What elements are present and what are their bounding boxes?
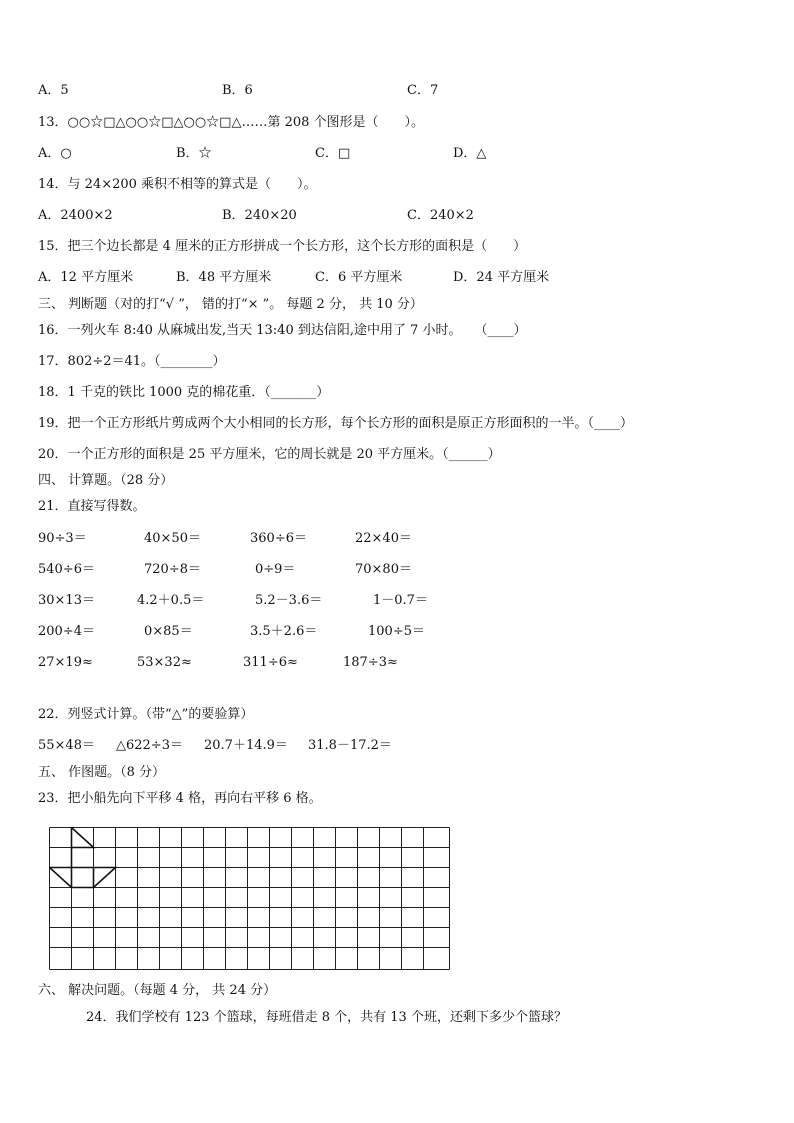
q16-statement: 16．一列火车 8:40 从麻城出发,当天 13:40 到达信阳,途中用了 7 小时。 （____） xyxy=(38,323,527,338)
q21-item: 311÷6≈ xyxy=(243,655,298,670)
q18-statement: 18．1 千克的铁比 1000 克的棉花重．（_______） xyxy=(38,385,330,400)
drawing-grid xyxy=(49,827,451,975)
q21-item: 40×50＝ xyxy=(144,531,201,546)
q21-title: 21．直接写得数。 xyxy=(38,499,146,514)
q21-item: 540÷6＝ xyxy=(38,562,95,577)
q22-item: 20.7＋14.9＝ xyxy=(204,738,288,753)
q13-option-d: D．△ xyxy=(453,146,487,161)
section-3-heading: 三、 判断题（对的打“√ ”， 错的打“× ”。 每题 2 分， 共 10 分） xyxy=(38,297,423,312)
q21-item: 4.2＋0.5＝ xyxy=(137,593,205,608)
q13-option-c: C．□ xyxy=(315,146,351,161)
section-6-heading: 六、 解决问题。（每题 4 分， 共 24 分） xyxy=(38,983,277,998)
q13-option-a: A．○ xyxy=(38,146,72,161)
q22-item: 31.8－17.2＝ xyxy=(308,738,392,753)
q21-item: 1－0.7＝ xyxy=(373,593,428,608)
q14-option-c: C．240×2 xyxy=(407,208,474,223)
grid-lines xyxy=(50,828,450,970)
q21-item: 187÷3≈ xyxy=(343,655,398,670)
q21-item: 0÷9＝ xyxy=(255,562,296,577)
q22-item: 55×48＝ xyxy=(38,738,95,753)
q20-statement: 20．一个正方形的面积是 25 平方厘米，它的周长就是 20 平方厘米。（______） xyxy=(38,447,501,462)
q23-prompt: 23．把小船先向下平移 4 格，再向右平移 6 格。 xyxy=(38,791,322,806)
q19-statement: 19．把一个正方形纸片剪成两个大小相同的长方形，每个长方形的面积是原正方形面积的一半。（____） xyxy=(38,416,634,431)
q21-item: 5.2－3.6＝ xyxy=(255,593,323,608)
q12-option-b: B．6 xyxy=(222,83,253,98)
q14-option-b: B．240×20 xyxy=(222,208,297,223)
q21-item: 720÷8＝ xyxy=(144,562,201,577)
q13-stem: 13．○○☆□△○○☆□△○○☆□△……第 208 个图形是（ ）。 xyxy=(38,115,425,130)
q21-item: 360÷6＝ xyxy=(250,531,307,546)
q21-item: 70×80＝ xyxy=(355,562,412,577)
q12-option-c: C．7 xyxy=(407,83,439,98)
q21-item: 200÷4＝ xyxy=(38,624,95,639)
boat-shape xyxy=(50,828,116,888)
q14-option-a: A．2400×2 xyxy=(38,208,113,223)
section-5-heading: 五、 作图题。（8 分） xyxy=(38,765,166,780)
q12-option-a: A．5 xyxy=(38,83,69,98)
q22-title: 22．列竖式计算。（带“△”的要验算） xyxy=(38,707,254,722)
q21-item: 3.5＋2.6＝ xyxy=(250,624,318,639)
q15-option-b: B．48 平方厘米 xyxy=(176,270,272,285)
q24-prompt: 24．我们学校有 123 个篮球，每班借走 8 个，共有 13 个班，还剩下多少个篮球？ xyxy=(86,1010,567,1025)
q15-option-c: C．6 平方厘米 xyxy=(315,270,403,285)
q15-option-a: A．12 平方厘米 xyxy=(38,270,134,285)
q21-item: 100÷5＝ xyxy=(368,624,425,639)
q22-item: △622÷3＝ xyxy=(116,738,183,753)
q21-item: 53×32≈ xyxy=(137,655,192,670)
q21-item: 30×13＝ xyxy=(38,593,95,608)
q21-item: 22×40＝ xyxy=(355,531,412,546)
grid-svg xyxy=(49,827,451,971)
section-4-heading: 四、 计算题。（28 分） xyxy=(38,473,174,488)
q15-stem: 15．把三个边长都是 4 厘米的正方形拼成一个长方形，这个长方形的面积是（ ） xyxy=(38,239,527,254)
q21-item: 0×85＝ xyxy=(144,624,193,639)
q21-item: 90÷3＝ xyxy=(38,531,87,546)
q21-item: 27×19≈ xyxy=(38,655,93,670)
q13-option-b: B．☆ xyxy=(176,146,212,161)
q14-stem: 14．与 24×200 乘积不相等的算式是（ ）。 xyxy=(38,177,317,192)
q17-statement: 17．802÷2＝41。（________） xyxy=(38,354,226,369)
q15-option-d: D．24 平方厘米 xyxy=(453,270,550,285)
